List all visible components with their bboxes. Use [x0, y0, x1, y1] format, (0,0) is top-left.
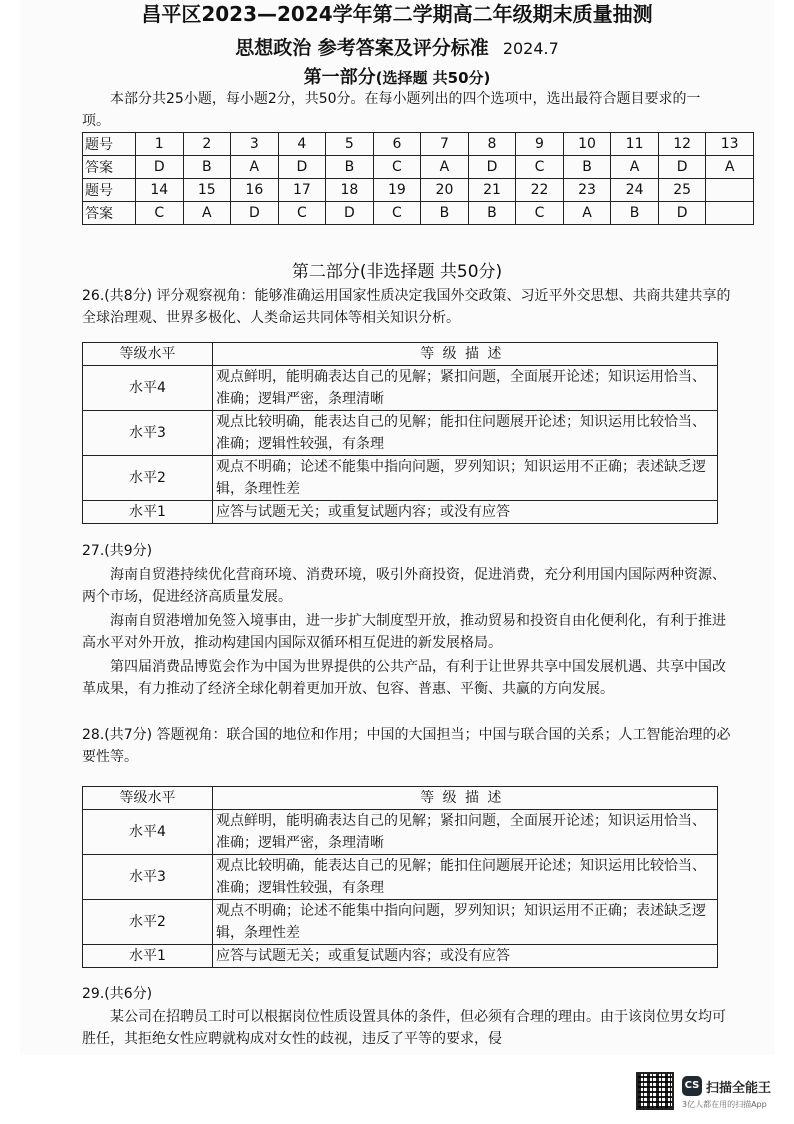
answer-cell — [706, 202, 754, 225]
answer-row — [83, 202, 754, 225]
question-number — [706, 179, 754, 202]
question-number-row — [83, 133, 754, 156]
q27-paragraph: 海南自贸港增加免签入境事由，进一步扩大制度型开放，推动贸易和投资自由化便利化，有利于推进高水平对外开放，推动构建国内国际双循环相互促进的新发展格局。 — [82, 613, 726, 651]
answer-cell: D — [468, 156, 516, 179]
rubric-level: 水平4 — [83, 366, 213, 411]
answer-cell: B — [611, 202, 659, 225]
answer-cell: B — [326, 156, 374, 179]
rubric-row — [83, 945, 718, 968]
question-number: 25 — [658, 179, 706, 202]
question-number: 21 — [468, 179, 516, 202]
answer-key-table — [82, 132, 754, 225]
answer-cell: A — [563, 202, 611, 225]
rubric-desc: 观点比较明确，能表达自己的见解；能扣住问题展开论述；知识运用比较恰当、准确；逻辑性较强，有条理 — [213, 411, 718, 456]
question-number: 10 — [563, 133, 611, 156]
rubric-row — [83, 900, 718, 945]
row-label-answer: 答案 — [83, 202, 136, 225]
answer-cell: D — [231, 202, 279, 225]
part2-heading: 第二部分(非选择题 共50分) — [291, 262, 503, 282]
rubric-level: 水平2 — [83, 900, 213, 945]
rubric-desc: 观点比较明确，能表达自己的见解；能扣住问题展开论述；知识运用比较恰当、准确；逻辑性较强，有条理 — [213, 855, 718, 900]
answer-cell: A — [421, 156, 469, 179]
answer-cell: C — [516, 202, 564, 225]
answer-cell: A — [183, 202, 231, 225]
app-name: 扫描全能王 — [706, 1081, 772, 1096]
answer-cell: C — [136, 202, 184, 225]
question-number: 19 — [373, 179, 421, 202]
answer-cell: D — [658, 156, 706, 179]
question-number: 23 — [563, 179, 611, 202]
q27-title: 27.(共9分) — [82, 543, 153, 559]
answer-cell: D — [326, 202, 374, 225]
answer-cell: D — [658, 202, 706, 225]
question-number: 17 — [278, 179, 326, 202]
rubric-row — [83, 366, 718, 411]
q27-paragraph: 海南自贸港持续优化营商环境、消费环境，吸引外商投资，促进消费，充分利用国内国际两种资源、两个市场，促进经济高质量发展。 — [82, 567, 726, 605]
question-number: 14 — [136, 179, 184, 202]
answer-cell: B — [183, 156, 231, 179]
part1-heading — [20, 63, 774, 89]
answer-cell: C — [516, 156, 564, 179]
exam-date: 2024.7 — [502, 39, 559, 58]
answer-cell: D — [136, 156, 184, 179]
question-number: 7 — [421, 133, 469, 156]
question-number: 15 — [183, 179, 231, 202]
row-label-answer: 答案 — [83, 156, 136, 179]
question-number: 3 — [231, 133, 279, 156]
exam-subtitle — [20, 33, 774, 60]
answer-cell: D — [278, 156, 326, 179]
rubric-desc: 应答与试题无关；或重复试题内容；或没有应答 — [213, 501, 718, 524]
q26-prompt: 26.(共8分) 评分观察视角：能够准确运用国家性质决定我国外交政策、习近平外交思想、共商共建共享的全球治理观、世界多极化、人类命运共同体等相关知识分析。 — [82, 288, 731, 326]
answer-cell: B — [421, 202, 469, 225]
rubric-desc: 观点鲜明，能明确表达自己的见解；紧扣问题，全面展开论述；知识运用恰当、准确；逻辑严密，条理清晰 — [213, 366, 718, 411]
row-label-question: 题号 — [83, 133, 136, 156]
rubric-header-desc: 等级描述 — [213, 787, 718, 810]
q28-rubric-table — [82, 786, 718, 968]
question-number: 13 — [706, 133, 754, 156]
rubric-level: 水平3 — [83, 411, 213, 456]
scanner-watermark — [636, 1072, 786, 1112]
rubric-row — [83, 855, 718, 900]
question-number: 6 — [373, 133, 421, 156]
q26-rubric-table — [82, 342, 718, 524]
qr-code-icon — [636, 1072, 674, 1110]
rubric-row — [83, 411, 718, 456]
q29-paragraph: 某公司在招聘员工时可以根据岗位性质设置具体的条件，但必须有合理的理由。由于该岗位男女均可胜任，其拒绝女性应聘就构成对女性的歧视，违反了平等的要求，侵 — [82, 1009, 726, 1047]
q28-prompt: 28.(共7分) 答题视角：联合国的地位和作用；中国的大国担当；中国与联合国的关系；人工智能治理的必要性等。 — [82, 727, 731, 765]
answer-cell: A — [611, 156, 659, 179]
rubric-level: 水平4 — [83, 810, 213, 855]
rubric-desc: 观点不明确；论述不能集中指向问题，罗列知识；知识运用不正确；表述缺乏逻辑，条理性差 — [213, 900, 718, 945]
exam-title: 昌平区2023—2024学年第二学期高二年级期末质量抽测 — [141, 2, 653, 26]
question-number: 24 — [611, 179, 659, 202]
rubric-header-row — [83, 343, 718, 366]
question-number: 11 — [611, 133, 659, 156]
answer-row — [83, 156, 754, 179]
question-number: 2 — [183, 133, 231, 156]
answer-cell: C — [373, 156, 421, 179]
rubric-level: 水平1 — [83, 945, 213, 968]
rubric-desc: 应答与试题无关；或重复试题内容；或没有应答 — [213, 945, 718, 968]
question-number: 12 — [658, 133, 706, 156]
rubric-desc: 观点不明确；论述不能集中指向问题，罗列知识；知识运用不正确；表述缺乏逻辑，条理性差 — [213, 456, 718, 501]
rubric-header-level: 等级水平 — [83, 343, 213, 366]
subtitle-text: 思想政治 参考答案及评分标准 — [235, 37, 489, 59]
app-tagline: 3亿人都在用的扫描App — [682, 1100, 767, 1109]
answer-cell: A — [231, 156, 279, 179]
question-number: 18 — [326, 179, 374, 202]
question-number: 5 — [326, 133, 374, 156]
question-number: 16 — [231, 179, 279, 202]
camscanner-logo-icon: CS — [682, 1076, 702, 1096]
q27-paragraph: 第四届消费品博览会作为中国为世界提供的公共产品，有利于让世界共享中国发展机遇、共享中国改革成果，有力推动了经济全球化朝着更加开放、包容、普惠、平衡、共赢的方向发展。 — [82, 659, 726, 697]
part1-heading-main: 第一部分 — [303, 67, 376, 88]
rubric-desc: 观点鲜明，能明确表达自己的见解；紧扣问题，全面展开论述；知识运用恰当、准确；逻辑严密，条理清晰 — [213, 810, 718, 855]
question-number: 22 — [516, 179, 564, 202]
question-number: 8 — [468, 133, 516, 156]
question-number-row — [83, 179, 754, 202]
question-number: 20 — [421, 179, 469, 202]
rubric-header-desc: 等级描述 — [213, 343, 718, 366]
q29-title: 29.(共6分) — [82, 986, 153, 1002]
part1-instruction: 本部分共25小题，每小题2分，共50分。在每小题列出的四个选项中，选出最符合题目要求的一项。 — [82, 91, 701, 129]
rubric-header-level: 等级水平 — [83, 787, 213, 810]
rubric-level: 水平1 — [83, 501, 213, 524]
answer-cell: B — [563, 156, 611, 179]
rubric-header-row — [83, 787, 718, 810]
question-number: 4 — [278, 133, 326, 156]
rubric-row — [83, 501, 718, 524]
question-number: 1 — [136, 133, 184, 156]
answer-cell: C — [278, 202, 326, 225]
scanned-document — [20, 0, 774, 1055]
rubric-row — [83, 810, 718, 855]
answer-cell: C — [373, 202, 421, 225]
rubric-level: 水平2 — [83, 456, 213, 501]
answer-cell: A — [706, 156, 754, 179]
rubric-row — [83, 456, 718, 501]
question-number: 9 — [516, 133, 564, 156]
part1-heading-sub: (选择题 共50分) — [375, 69, 491, 87]
row-label-question: 题号 — [83, 179, 136, 202]
rubric-level: 水平3 — [83, 855, 213, 900]
answer-cell: B — [468, 202, 516, 225]
